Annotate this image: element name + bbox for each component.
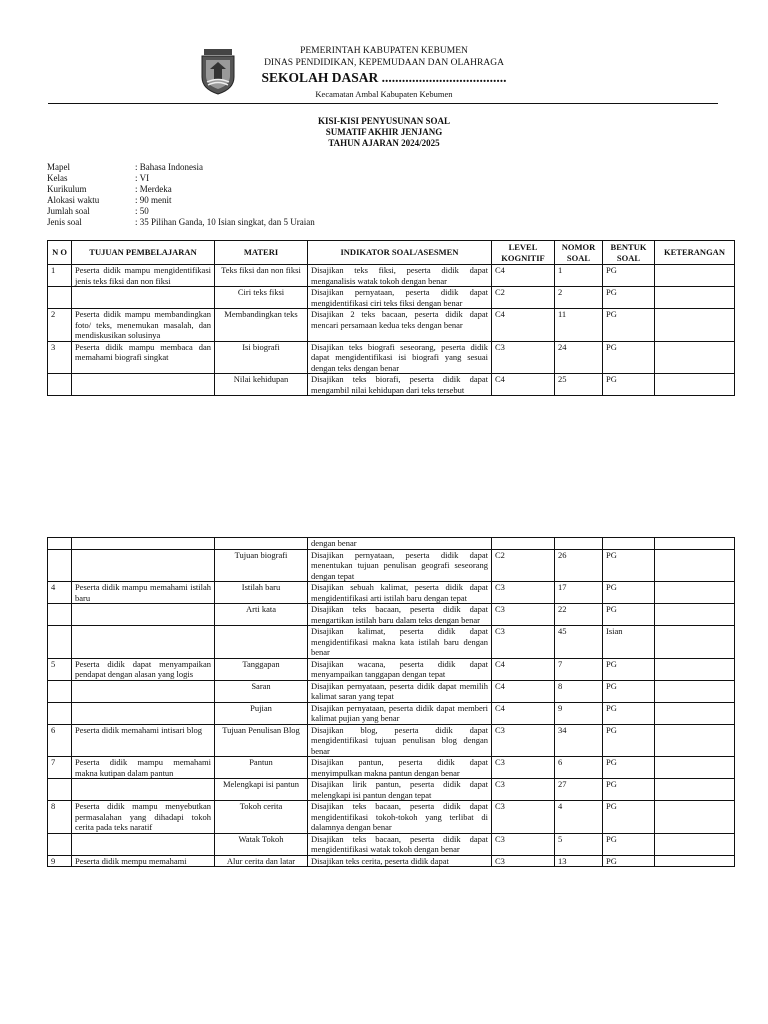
cell-materi: Isi biografi: [215, 341, 308, 374]
header-materi: MATERI: [215, 241, 308, 265]
cell-tujuan: Peserta didik mampu memahami istilah baru: [72, 582, 215, 604]
cell-indikator: Disajikan pernyataan, peserta didik dapat menentukan tujuan penulisan geografi seseorang dengan tepat: [308, 549, 492, 582]
cell-nomor: 9: [555, 702, 603, 724]
cell-tujuan: Peserta didik mempu memahami: [72, 855, 215, 867]
cell-keterangan: [655, 309, 735, 342]
cell-no: [48, 779, 72, 801]
cell-nomor: 25: [555, 374, 603, 396]
cell-keterangan: [655, 341, 735, 374]
cell-materi: Arti kata: [215, 604, 308, 626]
cell-indikator: Disajikan lirik pantun, peserta didik dapat melengkapi isi pantun dengan tepat: [308, 779, 492, 801]
cell-no: 4: [48, 582, 72, 604]
cell-nomor: 17: [555, 582, 603, 604]
cell-level: C3: [492, 724, 555, 757]
table-row: [48, 604, 735, 626]
identity-key: Jumlah soal: [47, 206, 90, 216]
cell-indikator: Disajikan teks bacaan, peserta didik dapat mengartikan istilah baru dalam teks dengan benar: [308, 604, 492, 626]
school-address: Kecamatan Ambal Kabupaten Kebumen: [315, 89, 453, 99]
table-row: [48, 626, 735, 659]
cell-tujuan: [72, 604, 215, 626]
cell-nomor: 6: [555, 757, 603, 779]
table-row: [48, 582, 735, 604]
header-keterangan: KETERANGAN: [655, 241, 735, 265]
cell-nomor: 26: [555, 549, 603, 582]
identity-key: Kurikulum: [47, 184, 87, 194]
cell-no: 3: [48, 341, 72, 374]
header-bentuk: BENTUK SOAL: [603, 241, 655, 265]
cell-bentuk: PG: [603, 779, 655, 801]
cell-bentuk: PG: [603, 833, 655, 855]
table-row: [48, 341, 735, 374]
cell-materi: Istilah baru: [215, 582, 308, 604]
cell-materi: [215, 626, 308, 659]
grid-table-page-1: [47, 240, 735, 396]
table-row: [48, 801, 735, 834]
cell-bentuk: PG: [603, 287, 655, 309]
cell-tujuan: Peserta didik dapat menyampaikan pendapat dengan alasan yang logis: [72, 658, 215, 680]
cell-nomor: [555, 538, 603, 550]
cell-bentuk: PG: [603, 724, 655, 757]
cell-tujuan: [72, 374, 215, 396]
cell-nomor: 24: [555, 341, 603, 374]
cell-no: 5: [48, 658, 72, 680]
cell-no: [48, 549, 72, 582]
header-no: N O: [48, 241, 72, 265]
table-row: [48, 374, 735, 396]
cell-materi: Watak Tokoh: [215, 833, 308, 855]
cell-no: [48, 833, 72, 855]
identity-value: : Bahasa Indonesia: [135, 162, 203, 172]
cell-no: [48, 604, 72, 626]
cell-indikator: Disajikan teks cerita, peserta didik dapat: [308, 855, 492, 867]
cell-keterangan: [655, 702, 735, 724]
cell-level: C3: [492, 582, 555, 604]
cell-indikator: Disajikan pernyataan, peserta didik dapat memilih kalimat saran yang tepat: [308, 680, 492, 702]
header-nomor: NOMOR SOAL: [555, 241, 603, 265]
table-row: [48, 855, 735, 867]
cell-tujuan: Peserta didik memahami intisari blog: [72, 724, 215, 757]
cell-materi: Pantun: [215, 757, 308, 779]
cell-no: 8: [48, 801, 72, 834]
identity-value: : 50: [135, 206, 149, 216]
table-row: [48, 309, 735, 342]
cell-level: C3: [492, 801, 555, 834]
cell-nomor: 5: [555, 833, 603, 855]
cell-no: [48, 538, 72, 550]
cell-bentuk: PG: [603, 702, 655, 724]
table-row: [48, 658, 735, 680]
cell-materi: Ciri teks fiksi: [215, 287, 308, 309]
cell-no: 9: [48, 855, 72, 867]
cell-bentuk: PG: [603, 658, 655, 680]
cell-tujuan: [72, 626, 215, 659]
table-body-page-1: [48, 265, 735, 396]
cell-no: 2: [48, 309, 72, 342]
cell-tujuan: Peserta didik mampu mengidentifikasi jenis teks fiksi dan non fiksi: [72, 265, 215, 287]
cell-indikator: Disajikan teks biografi seseorang, peserta didik dapat mengidentifikasi isi biografi yang sesuai dengan teks dengan benar: [308, 341, 492, 374]
table-row: [48, 549, 735, 582]
cell-nomor: 22: [555, 604, 603, 626]
cell-bentuk: PG: [603, 582, 655, 604]
cell-tujuan: Peserta didik mampu membandingkan foto/ teks, menemukan masalah, dan mendiskusikan solusinya: [72, 309, 215, 342]
cell-nomor: 1: [555, 265, 603, 287]
cell-keterangan: [655, 265, 735, 287]
cell-level: C3: [492, 341, 555, 374]
cell-level: C3: [492, 626, 555, 659]
header-indikator: INDIKATOR SOAL/ASESMEN: [308, 241, 492, 265]
cell-bentuk: PG: [603, 374, 655, 396]
table-row: [48, 680, 735, 702]
letterhead-line-2: DINAS PENDIDIKAN, KEPEMUDAAN DAN OLAHRAGA: [264, 58, 504, 68]
cell-indikator: Disajikan 2 teks bacaan, peserta didik dapat mencari persamaan kedua teks dengan benar: [308, 309, 492, 342]
cell-nomor: 27: [555, 779, 603, 801]
header-tujuan: TUJUAN PEMBELAJARAN: [72, 241, 215, 265]
cell-indikator: Disajikan pernyataan, peserta didik dapat memberi kalimat pujian yang benar: [308, 702, 492, 724]
cell-keterangan: [655, 604, 735, 626]
cell-level: C4: [492, 374, 555, 396]
cell-level: C3: [492, 833, 555, 855]
cell-keterangan: [655, 757, 735, 779]
table-row: [48, 287, 735, 309]
table-row: [48, 265, 735, 287]
identity-key: Alokasi waktu: [47, 195, 100, 205]
cell-indikator: Disajikan teks fiksi, peserta didik dapat menganalisis watak tokoh dengan benar: [308, 265, 492, 287]
cell-nomor: 13: [555, 855, 603, 867]
cell-level: C4: [492, 658, 555, 680]
table-row: [48, 833, 735, 855]
document-titles: [0, 116, 768, 149]
identity-key: Mapel: [47, 162, 70, 172]
cell-bentuk: PG: [603, 680, 655, 702]
cell-keterangan: [655, 374, 735, 396]
cell-materi: Pujian: [215, 702, 308, 724]
page-1: [0, 0, 768, 500]
cell-bentuk: Isian: [603, 626, 655, 659]
cell-bentuk: PG: [603, 265, 655, 287]
title-line-1: KISI-KISI PENYUSUNAN SOAL: [317, 116, 451, 126]
cell-materi: Tujuan biografi: [215, 549, 308, 582]
cell-level: C3: [492, 757, 555, 779]
cell-bentuk: PG: [603, 309, 655, 342]
cell-keterangan: [655, 680, 735, 702]
table-row: [48, 779, 735, 801]
table-row: [48, 702, 735, 724]
cell-materi: [215, 538, 308, 550]
cell-no: [48, 374, 72, 396]
table-header-row: [48, 241, 735, 265]
cell-materi: Alur cerita dan latar: [215, 855, 308, 867]
table-row: [48, 538, 735, 550]
cell-keterangan: [655, 538, 735, 550]
cell-keterangan: [655, 287, 735, 309]
identity-value: : 90 menit: [135, 195, 172, 205]
cell-no: [48, 680, 72, 702]
cell-tujuan: [72, 833, 215, 855]
cell-nomor: 4: [555, 801, 603, 834]
cell-materi: Teks fiksi dan non fiksi: [215, 265, 308, 287]
cell-bentuk: PG: [603, 341, 655, 374]
identity-value: : Merdeka: [135, 184, 172, 194]
cell-nomor: 8: [555, 680, 603, 702]
cell-materi: Membandingkan teks: [215, 309, 308, 342]
cell-tujuan: Peserta didik mampu menyebutkan permasalahan yang dihadapi tokoh cerita pada teks naratif: [72, 801, 215, 834]
cell-nomor: 34: [555, 724, 603, 757]
cell-no: 6: [48, 724, 72, 757]
cell-no: [48, 287, 72, 309]
cell-bentuk: PG: [603, 801, 655, 834]
cell-indikator: Disajikan sebuah kalimat, peserta didik dapat mengidentifikasi arti istilah baru dengan tepat: [308, 582, 492, 604]
letterhead: [250, 45, 518, 100]
cell-tujuan: [72, 702, 215, 724]
cell-tujuan: [72, 680, 215, 702]
cell-tujuan: [72, 779, 215, 801]
cell-bentuk: [603, 538, 655, 550]
cell-tujuan: [72, 549, 215, 582]
cell-materi: Nilai kehidupan: [215, 374, 308, 396]
cell-level: [492, 538, 555, 550]
cell-no: 7: [48, 757, 72, 779]
table-row: [48, 724, 735, 757]
cell-no: [48, 702, 72, 724]
identity-value: : VI: [135, 173, 150, 183]
cell-level: C2: [492, 549, 555, 582]
identity-key: Jenis soal: [47, 217, 82, 227]
cell-bentuk: PG: [603, 604, 655, 626]
cell-materi: Tokoh cerita: [215, 801, 308, 834]
cell-indikator: dengan benar: [308, 538, 492, 550]
cell-keterangan: [655, 833, 735, 855]
cell-indikator: Disajikan pernyataan, peserta didik dapat mengidentifikasi ciri teks fiksi dengan benar: [308, 287, 492, 309]
cell-nomor: 2: [555, 287, 603, 309]
page-2: [0, 530, 768, 1024]
identity-row: [47, 184, 315, 195]
cell-level: C3: [492, 855, 555, 867]
cell-level: C4: [492, 265, 555, 287]
cell-no: [48, 626, 72, 659]
cell-keterangan: [655, 779, 735, 801]
identity-row: [47, 206, 315, 217]
cell-tujuan: [72, 538, 215, 550]
identity-row: [47, 173, 315, 184]
cell-bentuk: PG: [603, 549, 655, 582]
cell-materi: Tujuan Penulisan Blog: [215, 724, 308, 757]
cell-indikator: Disajikan teks bacaan, peserta didik dapat mengidentifikasi watak tokoh dengan benar: [308, 833, 492, 855]
identity-block: [47, 162, 315, 228]
cell-tujuan: Peserta didik mampu membaca dan memahami biografi singkat: [72, 341, 215, 374]
cell-keterangan: [655, 582, 735, 604]
kebumen-regency-emblem-icon: [198, 47, 238, 95]
table-row: [48, 757, 735, 779]
cell-nomor: 7: [555, 658, 603, 680]
title-line-2: SUMATIF AKHIR JENJANG: [325, 127, 443, 137]
table-body-page-2: [48, 538, 735, 867]
letterhead-line-1: PEMERINTAH KABUPATEN KEBUMEN: [300, 46, 468, 56]
school-name: SEKOLAH DASAR .....................................: [261, 70, 507, 85]
cell-level: C3: [492, 604, 555, 626]
cell-indikator: Disajikan pantun, peserta didik dapat menyimpulkan makna pantun dengan benar: [308, 757, 492, 779]
cell-indikator: Disajikan blog, peserta didik dapat mengidentifikasi tujuan penulisan blog dengan benar: [308, 724, 492, 757]
cell-level: C2: [492, 287, 555, 309]
letterhead-divider: [48, 103, 718, 104]
cell-materi: Melengkapi isi pantun: [215, 779, 308, 801]
cell-tujuan: Peserta didik mampu memahami makna kutipan dalam pantun: [72, 757, 215, 779]
cell-level: C4: [492, 702, 555, 724]
cell-bentuk: PG: [603, 757, 655, 779]
cell-materi: Saran: [215, 680, 308, 702]
cell-nomor: 11: [555, 309, 603, 342]
title-line-3: TAHUN AJARAN 2024/2025: [328, 138, 440, 148]
cell-level: C4: [492, 309, 555, 342]
cell-indikator: Disajikan wacana, peserta didik dapat menyampaikan tanggapan dengan tepat: [308, 658, 492, 680]
cell-nomor: 45: [555, 626, 603, 659]
cell-indikator: Disajikan teks biorafi, peserta didik dapat mengambil nilai kehidupan dari teks tersebut: [308, 374, 492, 396]
cell-keterangan: [655, 549, 735, 582]
header-level: LEVEL KOGNITIF: [492, 241, 555, 265]
identity-value: : 35 Pilihan Ganda, 10 Isian singkat, dan 5 Uraian: [135, 217, 315, 227]
cell-bentuk: PG: [603, 855, 655, 867]
cell-materi: Tanggapan: [215, 658, 308, 680]
cell-level: C3: [492, 779, 555, 801]
cell-keterangan: [655, 724, 735, 757]
cell-tujuan: [72, 287, 215, 309]
cell-keterangan: [655, 658, 735, 680]
cell-indikator: Disajikan kalimat, peserta didik dapat mengidentifikasi makna kata istilah baru dengan benar: [308, 626, 492, 659]
cell-level: C4: [492, 680, 555, 702]
identity-row: [47, 195, 315, 206]
identity-row: [47, 217, 315, 228]
identity-key: Kelas: [47, 173, 68, 183]
cell-keterangan: [655, 855, 735, 867]
cell-keterangan: [655, 801, 735, 834]
cell-indikator: Disajikan teks bacaan, peserta didik dapat mengidentifikasi tokoh-tokoh yang terlibat di dalamnya dengan benar: [308, 801, 492, 834]
cell-no: 1: [48, 265, 72, 287]
cell-keterangan: [655, 626, 735, 659]
identity-row: [47, 162, 315, 173]
grid-table-page-2: [47, 537, 735, 867]
